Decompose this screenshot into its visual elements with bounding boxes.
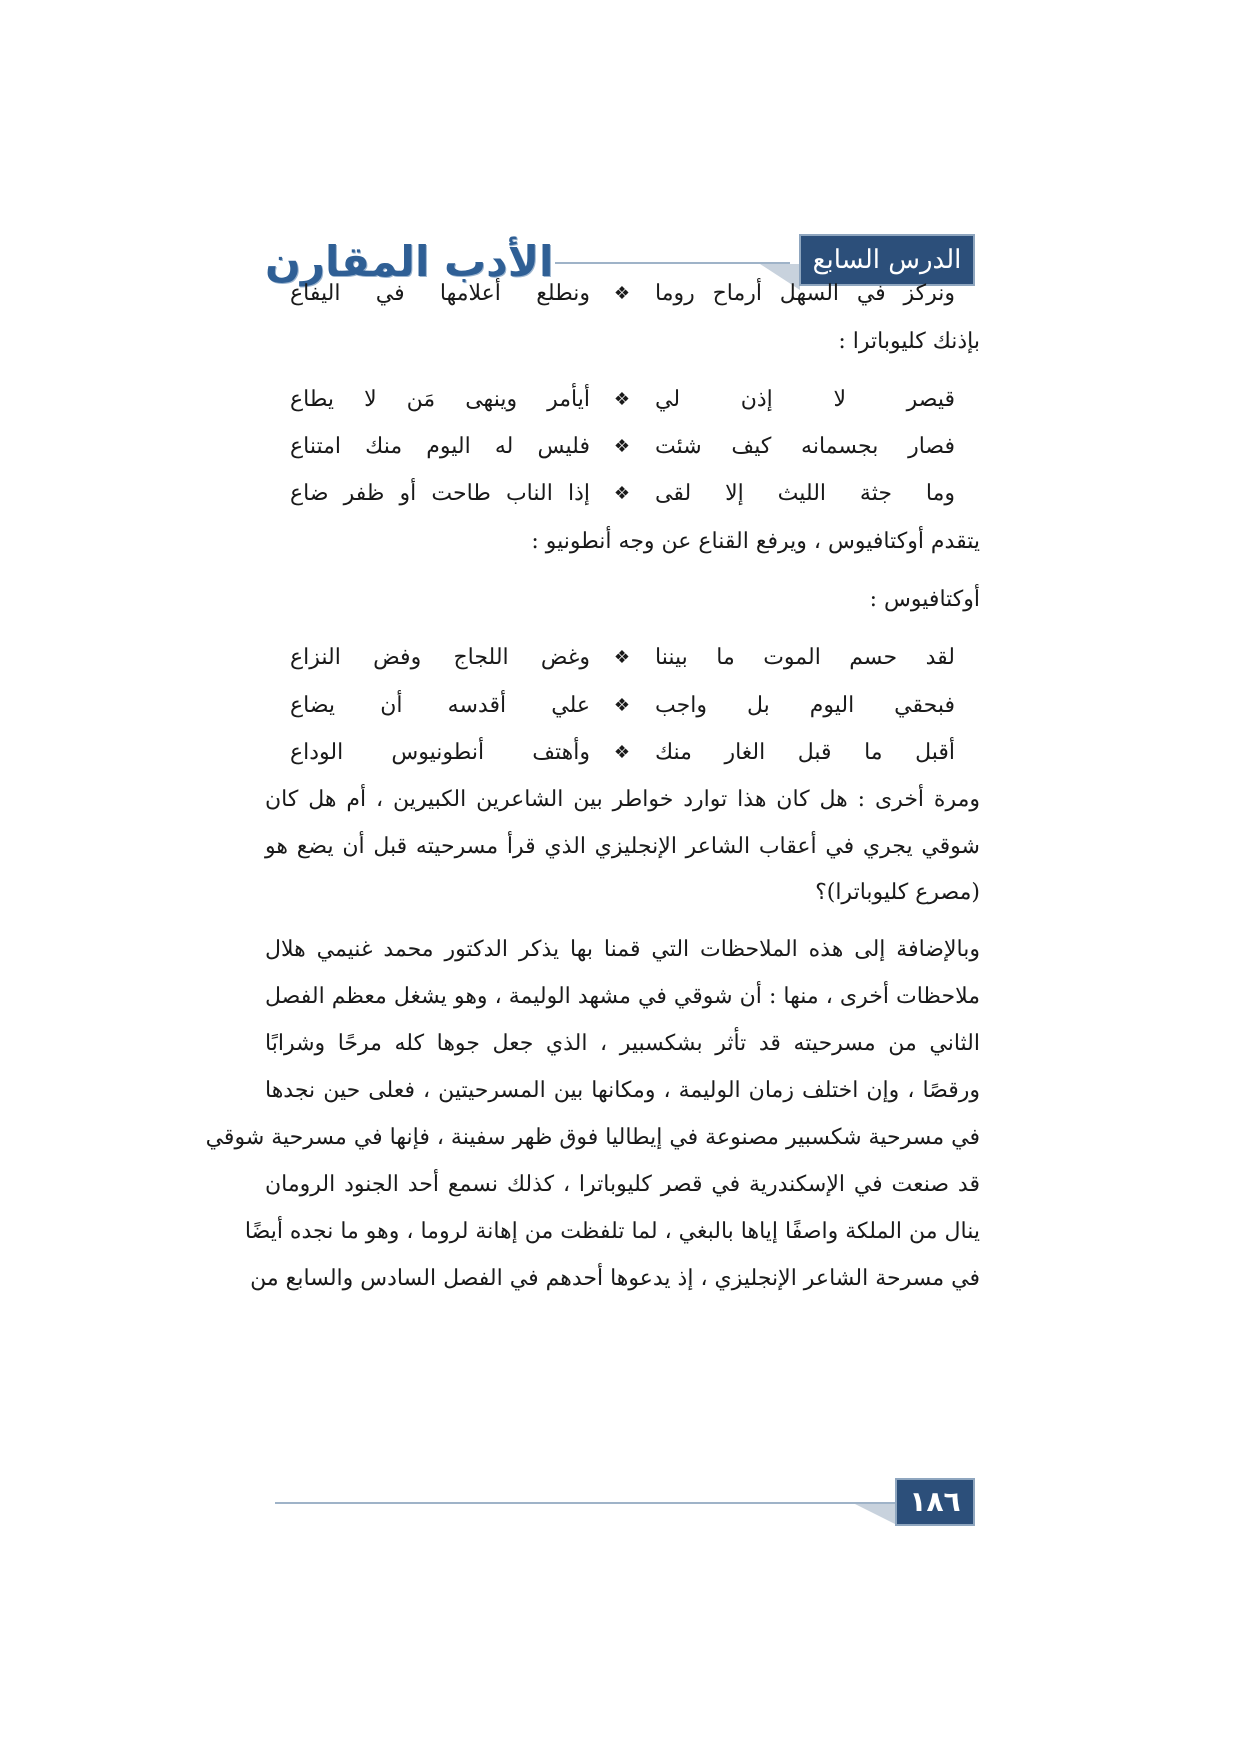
paragraph-line: في مسرحة الشاعر الإنجليزي ، إذ يدعوها أحدهم في الفصل السادس والسابع من [250,1266,980,1291]
verse-word: ما [716,645,735,670]
verse-word: مَن [406,387,436,412]
verse-word: ضاع [290,481,329,506]
verse-word: حسم [849,645,898,670]
verse-word: وما [925,481,955,506]
verse-line [290,274,955,314]
speaker-label: أوكتافيوس : [869,587,980,612]
verse-second-hemistich [290,686,590,726]
verse-first-hemistich [655,380,955,420]
verse-word: في [856,281,886,306]
verse-line [290,380,955,420]
verse-word: طاحت [431,481,491,506]
page-footer [275,1478,975,1528]
verse-separator-icon: ❖ [613,742,631,763]
verse-word: أرماح [712,281,762,306]
verse-second-hemistich [290,274,590,314]
verse-word: قبل [797,740,832,765]
footer-rule [275,1502,895,1504]
verse-word: كيف [731,434,772,459]
verse-word: أقدسه [447,693,507,718]
verse-second-hemistich [290,733,590,773]
paragraph-line: الثاني من مسرحيته قد تأثر بشكسبير ، الذي جعل جوها كله مرحًا وشرابًا [265,1031,980,1056]
verse-word: الوداع [290,740,344,765]
verse-second-hemistich [290,638,590,678]
speaker-label: بإذنك كليوباترا : [838,329,980,354]
verse-word: الغار [724,740,766,765]
paragraph-line: ومرة أخرى : هل كان هذا توارد خواطر بين الشاعرين الكبيرين ، أم هل كان [265,787,980,812]
verse-word: أيأمر [547,387,590,412]
verse-word: السهل [779,281,840,306]
page-number: ١٨٦ [895,1478,975,1526]
verse-word: لي [655,387,681,412]
verse-word: روما [655,281,695,306]
verse-word: الناب [505,481,553,506]
lesson-badge: الدرس السابع [799,234,975,286]
verse-word: منك [365,434,403,459]
verse-word: اليوم [809,693,855,718]
verse-second-hemistich [290,427,590,467]
verse-word: وينهى [465,387,518,412]
verse-word: وفض [373,645,422,670]
paragraph-line: ملاحظات أخرى ، منها : أن شوقي في مشهد الوليمة ، وهو يشغل معظم الفصل [265,984,980,1009]
verse-separator-icon: ❖ [613,389,631,410]
verse-second-hemistich [290,474,590,514]
verse-word: منك [655,740,692,765]
verse-word: قيصر [906,387,955,412]
verse-second-hemistich [290,380,590,420]
verse-word: امتناع [290,434,342,459]
verse-word: النزاع [290,645,341,670]
verse-word: بجسمانه [801,434,879,459]
verse-word: شئت [655,434,702,459]
verse-word: أنطونيوس [391,740,485,765]
verse-word: لا [833,387,846,412]
verse-word: جثة [859,481,892,506]
verse-first-hemistich [655,733,955,773]
verse-first-hemistich [655,427,955,467]
verse-first-hemistich [655,274,955,314]
paragraph-line: قد صنعت في الإسكندرية في قصر كليوباترا ، كذلك نسمع أحد الجنود الرومان [265,1172,980,1197]
verse-word: أو [399,481,417,506]
paragraph-line: ينال من الملكة واصفًا إياها بالبغي ، لما تلفظت من إهانة لروما ، وهو ما نجده أيضًا [244,1219,980,1244]
verse-word: اليفاع [290,281,341,306]
verse-word: ونركز [903,281,955,306]
verse-word: ونطلع [536,281,590,306]
verse-word: وأهتف [532,740,590,765]
verse-word: ظفر [343,481,385,506]
verse-first-hemistich [655,474,955,514]
verse-word: الليث [777,481,827,506]
paragraph-line: وبالإضافة إلى هذه الملاحظات التي قمنا بها يذكر الدكتور محمد غنيمي هلال [265,937,980,962]
verse-word: علي [551,693,590,718]
verse-line [290,427,955,467]
book-title: الأدب المقارن [265,237,554,286]
verse-word: إذن [740,387,773,412]
verse-word: فبحقي [894,693,955,718]
verse-word: يضاع [290,693,336,718]
verse-separator-icon: ❖ [613,483,631,504]
verse-word: واجب [655,693,707,718]
verse-word: بيننا [655,645,688,670]
verse-word: فصار [908,434,955,459]
verse-separator-icon: ❖ [613,695,631,716]
verse-first-hemistich [655,638,955,678]
verse-word: أعلامها [439,281,501,306]
verse-word: لا [364,387,377,412]
verse-line [290,686,955,726]
verse-word: فليس [537,434,590,459]
verse-separator-icon: ❖ [613,647,631,668]
paragraph-line: شوقي يجري في أعقاب الشاعر الإنجليزي الذي قرأ مسرحيته قبل أن يضع هو [265,834,980,859]
speaker-label: يتقدم أوكتافيوس ، ويرفع القناع عن وجه أنطونيو : [531,529,980,554]
verse-word: لقد [925,645,955,670]
verse-word: ما [864,740,883,765]
verse-word: أقبل [915,740,955,765]
verse-word: لقى [655,481,692,506]
verse-word: بل [746,693,770,718]
verse-word: أن [380,693,403,718]
verse-line [290,733,955,773]
verse-line [290,638,955,678]
paragraph-line: (مصرع كليوباترا)؟ [815,880,980,905]
paragraph-line: ورقصًا ، وإن اختلف زمان الوليمة ، ومكانها بين المسرحيتين ، فعلى حين نجدها [265,1078,980,1103]
footer-wedge-decoration [855,1504,895,1524]
verse-separator-icon: ❖ [613,283,631,304]
verse-word: في [375,281,405,306]
verse-word: يطاع [290,387,335,412]
header-rule [555,262,790,264]
verse-word: اليوم [426,434,471,459]
verse-word: وغض [540,645,590,670]
verse-word: إلا [725,481,744,506]
verse-separator-icon: ❖ [613,436,631,457]
verse-word: اللجاج [453,645,509,670]
verse-word: الموت [763,645,821,670]
verse-line [290,474,955,514]
verse-word: له [494,434,514,459]
verse-word: إذا [567,481,590,506]
verse-first-hemistich [655,686,955,726]
paragraph-line: في مسرحية شكسبير مصنوعة في إيطاليا فوق ظهر سفينة ، فإنها في مسرحية شوقي [205,1125,980,1150]
